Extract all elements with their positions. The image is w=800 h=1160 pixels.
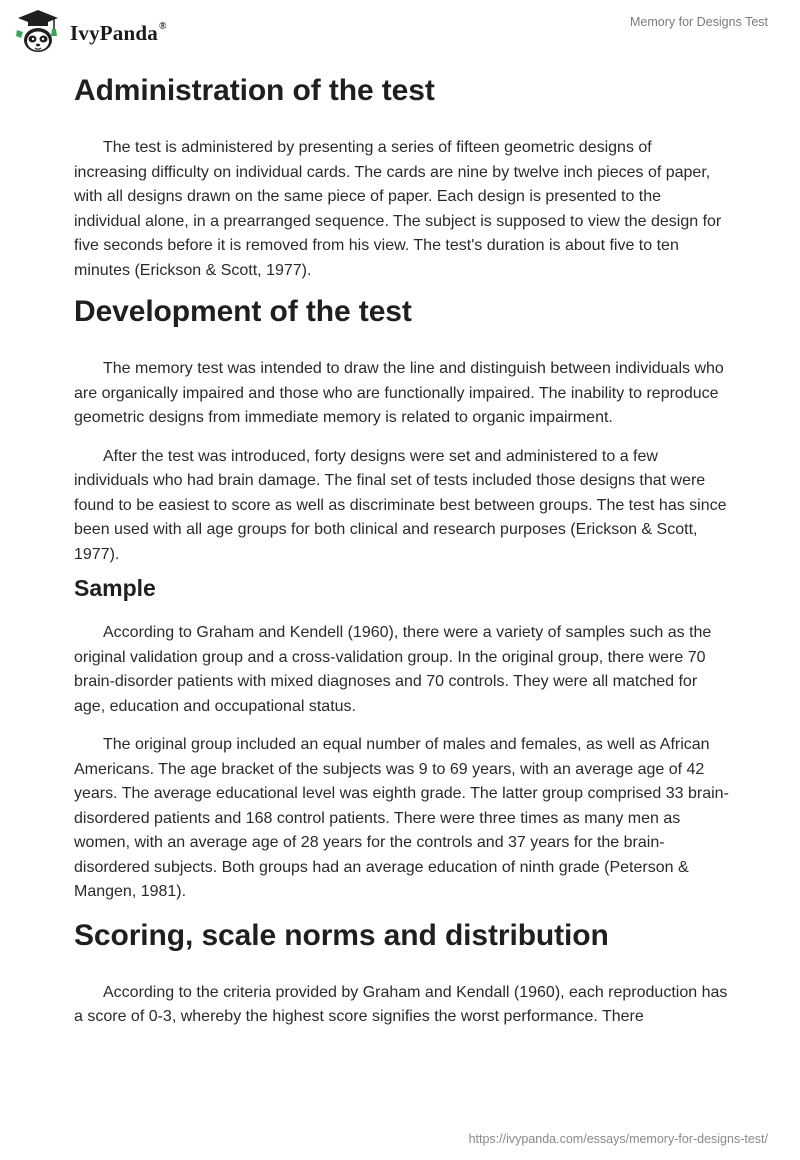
essay-content <box>74 70 729 1030</box>
paragraph: According to the criteria provided by Graham and Kendall (1960), each reproduction has a score of 0-3, whereby the highest score signifies the worst performance. There <box>74 983 728 1025</box>
page-header <box>0 0 800 62</box>
panda-graduate-icon <box>14 8 62 56</box>
heading-scoring: Scoring, scale norms and distribution <box>74 918 609 952</box>
heading-development: Development of the test <box>74 295 412 328</box>
source-url[interactable]: https://ivypanda.com/essays/memory-for-designs-test/ <box>468 1132 768 1146</box>
heading-sample: Sample <box>74 575 156 601</box>
document-title: Memory for Designs Test <box>629 15 768 29</box>
paragraph: The test is administered by presenting a series of fifteen geometric designs of increasing difficulty on individual cards. The cards are nine by twelve inch pieces of paper, with all designs drawn on the same piece of paper. Each design is presented to the individual alone, in a prearranged sequence. The subject is supposed to view the design for five seconds before it is removed from his view. The test's duration is about five to ten minutes (Erickson & Scott, 1977). <box>74 139 722 279</box>
ivypanda-logo[interactable] <box>14 8 167 56</box>
brand-name: IvyPanda® <box>70 20 167 45</box>
paragraph: The original group included an equal number of males and females, as well as African Americans. The age bracket of the subjects was 9 to 69 years, with an average age of 42 years. The average educational level was eighth grade. The latter group comprised 33 brain-disordered patients and 168 control patients. There were three times as many men as women, with an average age of 28 years for the controls and 37 years for the brain-disordered subjects. Both groups had an average education of ninth grade (Peterson & Mangen, 1981). <box>74 736 729 900</box>
paragraph: According to Graham and Kendell (1960), there were a variety of samples such as the original validation group and a cross-validation group. In the original group, there were 70 brain-disorder patients with mixed diagnoses and 70 controls. They were all matched for age, education and occupational status. <box>74 624 712 715</box>
paragraph: After the test was introduced, forty designs were set and administered to a few individuals who had brain damage. The final set of tests included those designs that were found to be easiest to score as well as discriminate best between groups. The test has since been used with all age groups for both clinical and research purposes (Erickson & Scott, 1977). <box>74 447 727 563</box>
paragraph: The memory test was intended to draw the line and distinguish between individuals who are organically impaired and those who are functionally impaired. The inability to reproduce geometric designs from immediate memory is related to organic impairment. <box>74 360 724 426</box>
heading-administration: Administration of the test <box>74 74 435 107</box>
